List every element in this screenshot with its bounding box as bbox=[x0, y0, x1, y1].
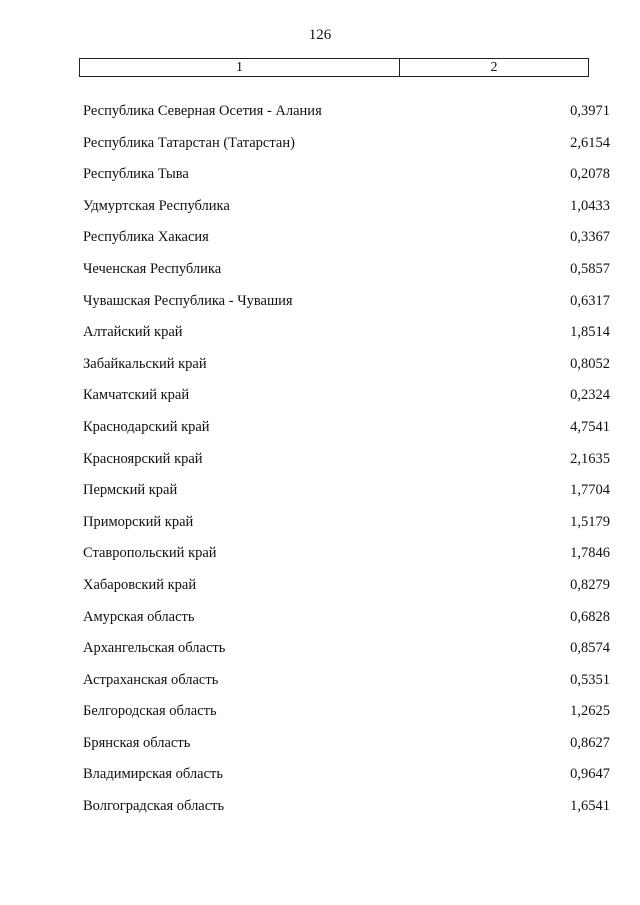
table-row bbox=[80, 449, 610, 481]
table-row bbox=[80, 291, 610, 323]
region-name: Красноярский край bbox=[83, 450, 203, 467]
region-name: Камчатский край bbox=[83, 387, 190, 404]
coefficient-value: 2,6154 bbox=[570, 134, 610, 151]
coefficient-value: 0,8574 bbox=[570, 640, 610, 657]
region-name: Чеченская Республика bbox=[83, 260, 222, 277]
region-name: Республика Северная Осетия - Алания bbox=[83, 103, 322, 119]
region-name: Забайкальский край bbox=[83, 355, 207, 372]
region-name: Алтайский край bbox=[83, 324, 183, 341]
region-name: Чувашская Республика - Чувашия bbox=[83, 292, 293, 309]
coefficient-value: 0,9647 bbox=[570, 766, 610, 783]
coefficient-value: 1,5179 bbox=[570, 513, 610, 530]
coefficient-value: 0,8279 bbox=[570, 576, 610, 593]
table-row bbox=[80, 607, 610, 639]
coefficient-value: 0,6317 bbox=[570, 292, 610, 309]
table-row bbox=[80, 196, 610, 228]
coefficient-value: 0,8627 bbox=[570, 734, 610, 751]
table-row bbox=[80, 701, 610, 733]
region-name: Белгородская область bbox=[83, 703, 217, 720]
table-row bbox=[80, 764, 610, 796]
column-header-2: 2 bbox=[490, 60, 498, 75]
coefficient-value: 1,6541 bbox=[570, 798, 610, 815]
coefficient-value: 1,7704 bbox=[570, 482, 610, 499]
table-row bbox=[80, 133, 610, 165]
region-name: Республика Татарстан (Татарстан) bbox=[83, 134, 295, 151]
coefficient-value: 0,5351 bbox=[570, 671, 610, 688]
table-row bbox=[80, 385, 610, 417]
table-row bbox=[80, 575, 610, 607]
table-row bbox=[80, 670, 610, 702]
table-row bbox=[80, 733, 610, 765]
coefficient-value: 0,2078 bbox=[570, 166, 610, 183]
coefficient-value: 0,5857 bbox=[570, 260, 610, 277]
table-row bbox=[80, 480, 610, 512]
region-name: Пермский край bbox=[83, 482, 178, 499]
region-name: Амурская область bbox=[83, 608, 195, 625]
coefficient-value: 0,3971 bbox=[570, 103, 610, 119]
coefficient-value: 0,6828 bbox=[570, 608, 610, 625]
coefficient-value: 1,8514 bbox=[570, 324, 610, 341]
region-name: Республика Тыва bbox=[83, 166, 189, 183]
table-row bbox=[80, 417, 610, 449]
table-row bbox=[80, 543, 610, 575]
coefficient-value: 0,8052 bbox=[570, 355, 610, 372]
table-row bbox=[80, 101, 610, 133]
table-row bbox=[80, 322, 610, 354]
coefficient-value: 1,7846 bbox=[570, 545, 610, 562]
column-header-1: 1 bbox=[80, 59, 400, 76]
table-row bbox=[80, 164, 610, 196]
table-row bbox=[80, 354, 610, 386]
table-row bbox=[80, 796, 610, 828]
region-name: Брянская область bbox=[83, 734, 191, 751]
region-name: Волгоградская область bbox=[83, 798, 225, 815]
coefficient-value: 2,1635 bbox=[570, 450, 610, 467]
coefficient-value: 0,3367 bbox=[570, 229, 610, 246]
region-coefficient-list bbox=[80, 101, 610, 828]
region-name: Республика Хакасия bbox=[83, 229, 209, 246]
region-name: Удмуртская Республика bbox=[83, 197, 230, 214]
table-row bbox=[80, 638, 610, 670]
region-name: Ставропольский край bbox=[83, 545, 217, 562]
coefficient-value: 0,2324 bbox=[570, 387, 610, 404]
region-name: Владимирская область bbox=[83, 766, 223, 783]
region-name: Архангельская область bbox=[83, 640, 226, 657]
coefficient-value: 4,7541 bbox=[570, 418, 610, 435]
table-row bbox=[80, 227, 610, 259]
region-name: Астраханская область bbox=[83, 671, 219, 688]
column-header-table bbox=[79, 58, 589, 77]
page-number: 126 bbox=[308, 27, 332, 43]
region-name: Краснодарский край bbox=[83, 418, 210, 435]
coefficient-value: 1,0433 bbox=[570, 197, 610, 214]
region-name: Хабаровский край bbox=[83, 576, 197, 593]
coefficient-value: 1,2625 bbox=[570, 703, 610, 720]
table-row bbox=[80, 259, 610, 291]
table-row bbox=[80, 512, 610, 544]
region-name: Приморский край bbox=[83, 513, 194, 530]
